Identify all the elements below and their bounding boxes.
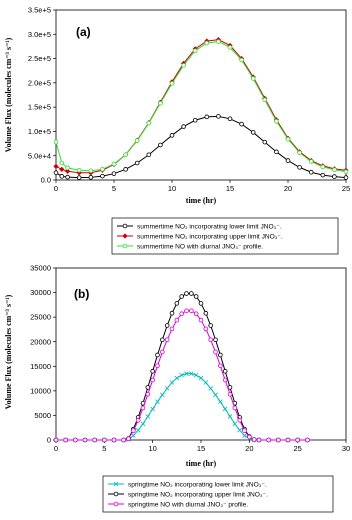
data-point [151, 407, 155, 411]
legend-label: springtime NO with diurnal JNO₃⁻ profile. [128, 501, 249, 509]
data-point [165, 386, 169, 390]
data-point [305, 438, 309, 442]
data-point [243, 429, 247, 433]
data-point [228, 46, 232, 50]
data-point [218, 353, 222, 357]
data-point [93, 438, 97, 442]
data-point [135, 139, 139, 143]
panel-b-xlabel: time (hr) [185, 459, 217, 468]
data-point [54, 140, 58, 144]
legend-entry [108, 481, 267, 488]
y-tick-label: 5000 [34, 411, 51, 421]
data-point [321, 173, 325, 177]
data-point [276, 438, 280, 442]
data-point [89, 169, 93, 173]
data-point [247, 435, 251, 439]
data-point [238, 418, 242, 422]
data-point [83, 438, 87, 442]
data-point [240, 122, 244, 126]
x-tick-label: 15 [196, 444, 206, 453]
data-point [185, 292, 189, 296]
x-tick-label: 25 [293, 444, 302, 453]
data-point [223, 407, 227, 411]
data-point [124, 153, 128, 157]
series-line [56, 116, 346, 177]
data-point [228, 414, 232, 418]
data-point [112, 438, 116, 442]
data-point [180, 312, 184, 316]
series-line [56, 42, 346, 172]
data-point [151, 369, 155, 373]
data-point [286, 159, 290, 163]
panel-a-yticks [28, 6, 56, 185]
panel-b-plot-frame [56, 268, 346, 440]
data-point [296, 438, 300, 442]
data-point [233, 422, 237, 426]
legend-entry [108, 491, 268, 498]
data-point [333, 168, 337, 172]
panel-a [4, 6, 350, 254]
x-tick-label: 10 [167, 184, 177, 193]
legend-marker [123, 224, 127, 228]
data-point [205, 41, 209, 45]
data-point [165, 324, 169, 328]
panel-b-legend [103, 476, 333, 512]
data-point [147, 153, 151, 157]
data-point [54, 438, 58, 442]
data-point [185, 309, 189, 313]
panel-a-legend [112, 218, 338, 254]
data-point [238, 428, 242, 432]
data-point [54, 171, 58, 175]
x-tick-label: 15 [225, 184, 235, 193]
data-point [228, 392, 232, 396]
data-point [194, 312, 198, 316]
panel-b-yticks [30, 264, 56, 445]
data-point [218, 364, 222, 368]
data-point [64, 438, 68, 442]
data-point [73, 438, 77, 442]
y-tick-label: 2.0e+5 [27, 78, 51, 88]
data-point [170, 81, 174, 85]
data-point [127, 437, 131, 441]
x-tick-label: 5 [102, 444, 107, 453]
series-2 [54, 37, 348, 174]
series-1 [54, 372, 309, 442]
data-point [180, 295, 184, 299]
data-point [240, 58, 244, 62]
data-point [286, 137, 290, 141]
x-tick-label: 25 [341, 184, 351, 193]
data-point [204, 327, 208, 331]
data-point [214, 338, 218, 342]
panel-b-label: (b) [74, 287, 90, 301]
data-point [321, 165, 325, 169]
data-point [159, 143, 163, 147]
series-line [56, 374, 307, 440]
legend-marker [123, 244, 127, 248]
legend-entry [117, 233, 283, 240]
data-point [112, 172, 116, 176]
data-point [204, 381, 208, 385]
panel-a-series [54, 37, 348, 179]
legend-label: summertime NO₂ incorporating upper limit JNO₃⁻. [137, 233, 283, 241]
data-point [160, 338, 164, 342]
y-tick-label: 1.5e+5 [27, 102, 51, 112]
y-tick-label: 30000 [30, 288, 51, 298]
data-point [141, 406, 145, 410]
data-point [60, 167, 64, 171]
data-point [77, 176, 81, 180]
data-point [147, 121, 151, 125]
data-point [209, 338, 213, 342]
panel-a-label: (a) [76, 25, 91, 39]
data-point [199, 318, 203, 322]
data-point [182, 63, 186, 67]
data-point [243, 434, 247, 438]
y-tick-label: 3.5e+5 [27, 5, 51, 15]
data-point [175, 376, 179, 380]
data-point [151, 378, 155, 382]
data-point [156, 364, 160, 368]
data-point [112, 162, 116, 166]
y-tick-label: 0.0 [40, 175, 51, 185]
legend-entry [108, 501, 248, 508]
data-point [214, 350, 218, 354]
data-point [233, 406, 237, 410]
data-point [160, 393, 164, 397]
y-tick-label: 2.5e+5 [27, 54, 51, 64]
data-point [214, 393, 218, 397]
data-point [60, 161, 64, 165]
data-point [170, 327, 174, 331]
data-point [60, 174, 64, 178]
x-tick-label: 20 [283, 184, 293, 193]
x-tick-label: 0 [53, 444, 59, 453]
data-point [309, 160, 313, 164]
data-point [251, 131, 255, 135]
data-point [344, 170, 348, 174]
x-tick-label: 30 [341, 444, 351, 453]
data-point [189, 292, 193, 296]
data-point [122, 438, 126, 442]
data-point [193, 49, 197, 53]
data-point [170, 311, 174, 315]
data-point [102, 438, 106, 442]
legend-entry [117, 243, 263, 250]
panel-a-xticks [54, 180, 350, 193]
panel-a-xlabel: time (hr) [185, 196, 217, 205]
x-tick-label: 0 [53, 184, 59, 193]
data-point [275, 150, 279, 154]
y-tick-label: 35000 [30, 263, 51, 273]
data-point [209, 324, 213, 328]
y-tick-label: 15000 [30, 361, 51, 371]
data-point [89, 175, 93, 179]
data-point [141, 422, 145, 426]
data-point [223, 369, 227, 373]
data-point [333, 175, 337, 179]
data-point [309, 170, 313, 174]
data-point [77, 168, 81, 172]
data-point [199, 301, 203, 305]
x-tick-label: 10 [148, 444, 157, 453]
data-point [136, 428, 140, 432]
data-point [165, 338, 169, 342]
data-point [199, 376, 203, 380]
y-tick-label: 3.0e+5 [27, 29, 51, 39]
data-point [136, 418, 140, 422]
series-line [56, 40, 346, 173]
data-point [228, 117, 232, 121]
data-point [175, 318, 179, 322]
data-point [267, 438, 271, 442]
legend-marker [114, 492, 118, 496]
data-point [66, 175, 70, 179]
data-point [54, 164, 58, 168]
data-point [286, 438, 290, 442]
data-point [160, 350, 164, 354]
legend-marker [114, 502, 118, 506]
data-point [298, 151, 302, 155]
panel-b-series [54, 292, 309, 442]
data-point [205, 115, 209, 119]
data-point [263, 98, 267, 102]
data-point [257, 438, 261, 442]
x-tick-label: 5 [111, 184, 117, 193]
data-point [344, 176, 348, 180]
legend-label: springtime NO₂ incorporating upper limit JNO₃⁻. [128, 491, 268, 499]
data-point [159, 101, 163, 105]
data-point [175, 301, 179, 305]
legend-label: springtime NO₂ incorporating lower limit JNO₃⁻. [128, 481, 267, 489]
data-point [298, 165, 302, 169]
legend-label: summertime NO₂ incorporating lower limit JNO₃⁻. [137, 223, 282, 231]
data-point [218, 400, 222, 404]
data-point [146, 386, 150, 390]
series-3 [54, 40, 348, 174]
y-tick-label: 20000 [30, 337, 51, 347]
data-point [131, 429, 135, 433]
data-point [263, 140, 267, 144]
data-point [223, 378, 227, 382]
y-tick-label: 5.0e+4 [27, 151, 51, 161]
data-point [156, 353, 160, 357]
y-tick-label: 0 [46, 435, 51, 445]
legend-label: summertime NO with diurnal JNO₃⁻ profile. [137, 243, 263, 251]
y-tick-label: 25000 [30, 312, 51, 322]
data-point [275, 119, 279, 123]
data-point [101, 167, 105, 171]
data-point [124, 167, 128, 171]
panel-a-ylabel: Volume Flux (molecules cm⁻³ s⁻¹) [4, 37, 13, 153]
data-point [217, 40, 221, 44]
data-point [156, 400, 160, 404]
data-point [189, 309, 193, 313]
data-point [146, 392, 150, 396]
data-point [182, 125, 186, 129]
x-tick-label: 20 [245, 444, 254, 453]
y-tick-label: 1.0e+5 [27, 127, 51, 137]
data-point [252, 438, 256, 442]
data-point [204, 311, 208, 315]
data-point [146, 414, 150, 418]
data-point [193, 118, 197, 122]
data-point [135, 161, 139, 165]
data-point [66, 166, 70, 170]
data-point [228, 386, 232, 390]
data-point [217, 114, 221, 118]
data-point [101, 174, 105, 178]
y-tick-label: 10000 [30, 386, 51, 396]
data-point [209, 386, 213, 390]
data-point [194, 295, 198, 299]
data-point [131, 434, 135, 438]
panel-b-ylabel: Volume Flux (molecules cm⁻³ s⁻¹) [4, 294, 13, 410]
panel-b [4, 264, 350, 512]
data-point [251, 77, 255, 81]
data-point [170, 381, 174, 385]
legend-entry [117, 223, 282, 230]
data-point [170, 133, 174, 137]
